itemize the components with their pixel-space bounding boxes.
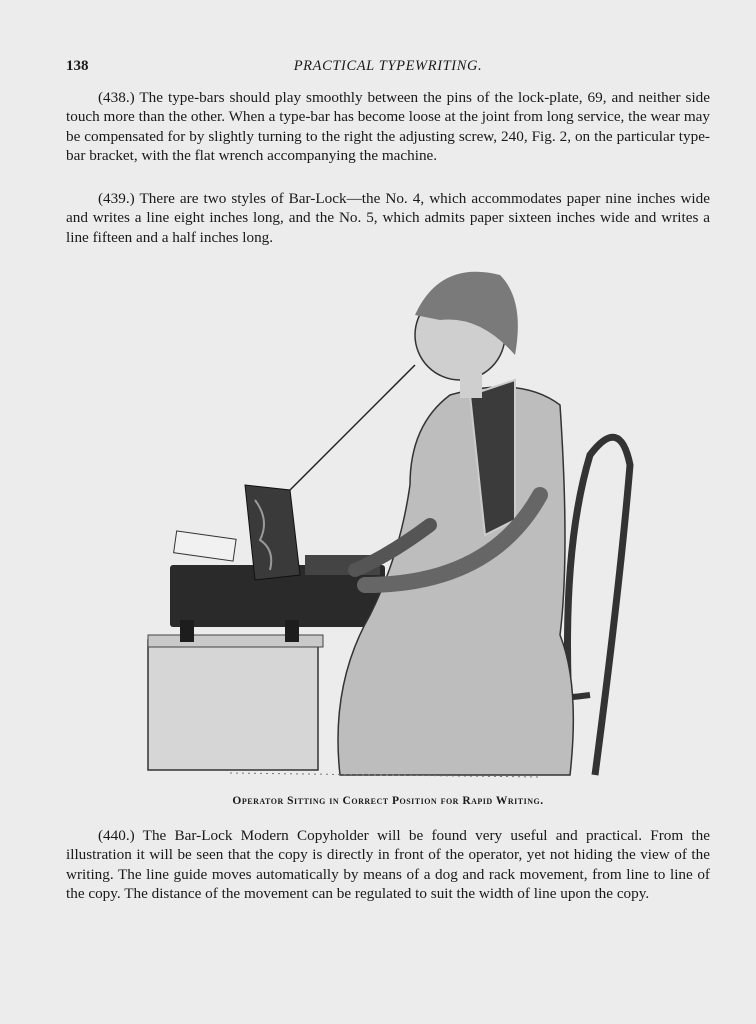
paragraph-438: (438.) The type-bars should play smoothly between the pins of the lock-plate, 69, and neither side touch more than the other. When a type-bar has become loose at the joint from long service, the wear may be compensated for by slightly turning to the right the adjusting screw, 240, Fig. 2, on the particular type-bar bracket, with the flat wrench accompanying the machine. — [66, 89, 710, 164]
typist-illustration — [140, 255, 640, 785]
paragraph-439: (439.) There are two styles of Bar-Lock—the No. 4, which accommodates paper nine inches wide and writes a line eight inches long, and the No. 5, which admits paper sixteen inches wide and writes a line fifteen and a half inches long. — [66, 190, 710, 246]
page-header — [66, 58, 710, 78]
figure-caption: Operator Sitting in Correct Position for Rapid Writing. — [232, 795, 544, 807]
running-title: PRACTICAL TYPEWRITING. — [293, 58, 483, 74]
page-number: 138 — [66, 58, 89, 74]
paragraph-440: (440.) The Bar-Lock Modern Copyholder will be found very useful and practical. From the illustration it will be seen that the copy is directly in front of the operator, yet not hiding the view of the writing. The line guide moves automatically by means of a dog and rack movement, from line to line of the copy. The distance of the movement can be regulated to suit the width of line upon the copy. — [66, 827, 710, 902]
typist-engraving-icon — [140, 255, 640, 785]
